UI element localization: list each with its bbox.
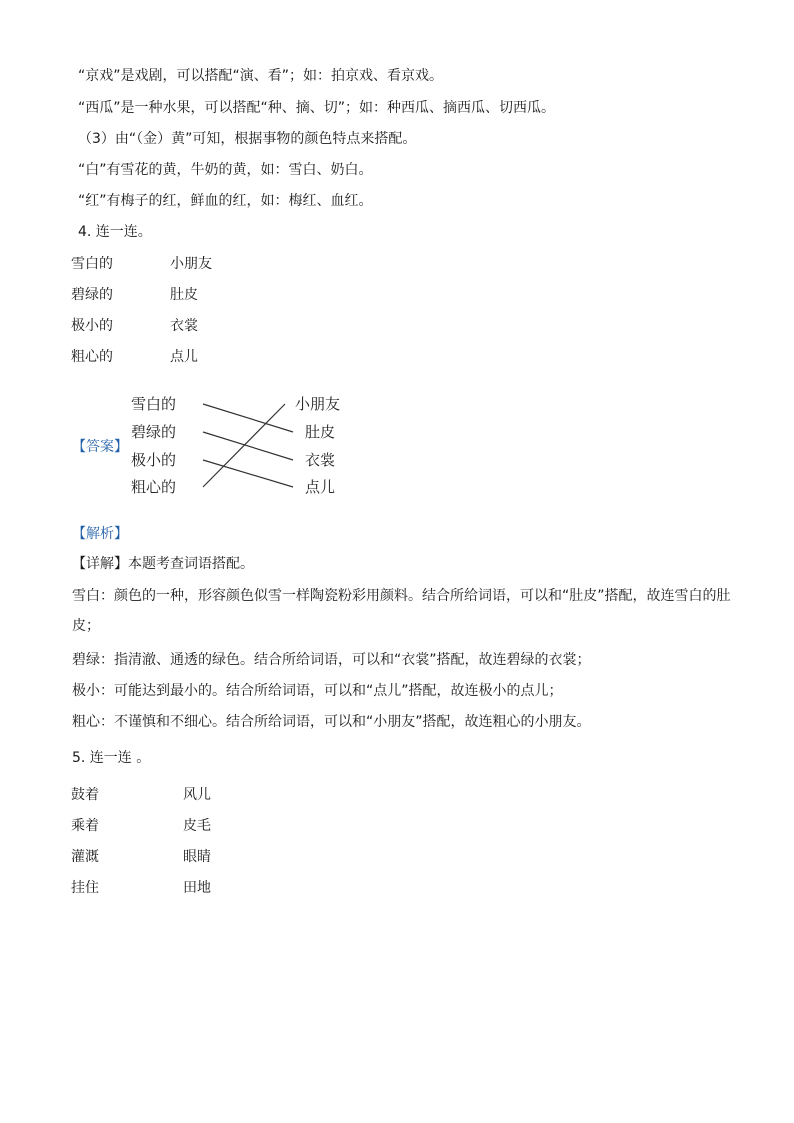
explanation-line: 雪白：颜色的一种，形容颜色似雪一样陶瓷粉彩用颜料。结合所给词语，可以和“肚皮”搭配，故连雪白的肚皮； bbox=[72, 588, 731, 634]
q5-right-item: 皮毛 bbox=[183, 818, 211, 834]
question-title: 4. 连一连。 bbox=[78, 224, 152, 240]
text-line: “西瓜”是一种水果，可以搭配“种、摘、切”；如：种西瓜、摘西瓜、切西瓜。 bbox=[78, 100, 556, 116]
text-line: “京戏”是戏剧，可以搭配“演、看”；如：拍京戏、看京戏。 bbox=[78, 68, 444, 84]
q4-right-item: 点儿 bbox=[170, 349, 198, 365]
detail-label: 【详解】 bbox=[72, 556, 128, 572]
answer-label: 【答案】 bbox=[72, 439, 128, 455]
question-title: 5. 连一连 。 bbox=[72, 750, 151, 766]
match-line bbox=[203, 404, 293, 432]
q4-left-item: 极小的 bbox=[71, 318, 113, 334]
answer-right-item: 衣裳 bbox=[305, 451, 336, 469]
text-line: “红”有梅子的红，鲜血的红，如：梅红、血红。 bbox=[78, 193, 373, 209]
text-line: “白”有雪花的黄，牛奶的黄，如：雪白、奶白。 bbox=[78, 162, 373, 178]
explanation-line: 碧绿：指清澈、通透的绿色。结合所给词语，可以和“衣裳”搭配，故连碧绿的衣裳； bbox=[72, 652, 591, 668]
answer-left-item: 碧绿的 bbox=[131, 423, 177, 441]
answer-right-item: 肚皮 bbox=[305, 423, 336, 441]
answer-right-item: 点儿 bbox=[305, 478, 336, 496]
q5-left-item: 乘着 bbox=[71, 818, 99, 834]
answer-right-item: 小朋友 bbox=[295, 395, 341, 413]
answer-diagram bbox=[125, 388, 375, 498]
explanation-line: 极小：可能达到最小的。结合所给词语，可以和“点儿”搭配，故连极小的点儿； bbox=[72, 683, 563, 699]
match-line bbox=[203, 432, 293, 460]
q5-right-item: 风儿 bbox=[183, 787, 211, 803]
q5-right-item: 田地 bbox=[183, 880, 211, 896]
answer-left-item: 雪白的 bbox=[131, 395, 177, 413]
q4-right-item: 衣裳 bbox=[170, 318, 198, 334]
q4-right-item: 肚皮 bbox=[170, 287, 198, 303]
q5-left-item: 鼓着 bbox=[71, 787, 99, 803]
detail-intro: 本题考查词语搭配。 bbox=[128, 556, 254, 572]
text-line: （3）由“（金）黄”可知，根据事物的颜色特点来搭配。 bbox=[78, 131, 417, 147]
q4-left-item: 雪白的 bbox=[71, 256, 113, 272]
q4-left-item: 粗心的 bbox=[71, 349, 113, 365]
q5-left-item: 灌溉 bbox=[71, 849, 99, 865]
q4-right-item: 小朋友 bbox=[170, 256, 212, 272]
answer-left-item: 极小的 bbox=[131, 451, 177, 469]
q5-left-item: 挂住 bbox=[71, 880, 99, 896]
q5-right-item: 眼睛 bbox=[183, 849, 211, 865]
analysis-label: 【解析】 bbox=[72, 526, 128, 542]
explanation-line: 粗心：不谨慎和不细心。结合所给词语，可以和“小朋友”搭配，故连粗心的小朋友。 bbox=[72, 714, 591, 730]
answer-left-item: 粗心的 bbox=[131, 478, 177, 496]
detail-line bbox=[72, 554, 254, 574]
q4-left-item: 碧绿的 bbox=[71, 287, 113, 303]
